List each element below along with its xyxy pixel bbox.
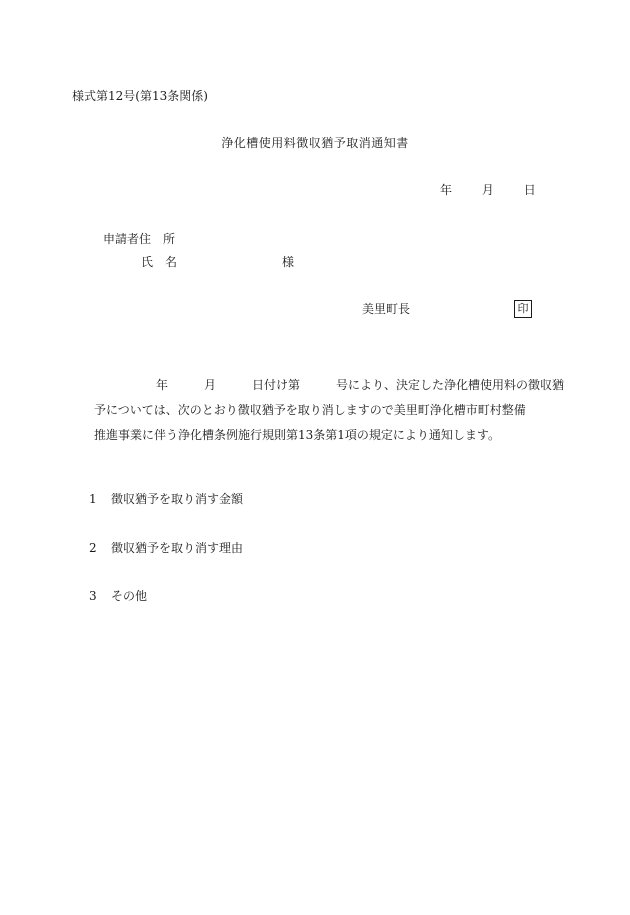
list-item-label: 徴収猶予を取り消す理由 (111, 541, 244, 555)
applicant-address-label: 申請者住 所 (103, 232, 176, 246)
list-item (89, 589, 147, 604)
list-item (89, 492, 243, 507)
issuer-name: 美里町長 (362, 302, 411, 316)
body-paragraph (94, 373, 565, 448)
body-line-3: 推進事業に伴う浄化槽条例施行規則第13条第1項の規定により通知します。 (94, 428, 500, 442)
date-line (440, 183, 536, 198)
list-item-number: 1 (89, 492, 97, 506)
date-day-label: 日 (523, 183, 536, 197)
form-number: 様式第12号(第13条関係) (72, 89, 208, 103)
list-item-number: 2 (89, 541, 97, 555)
body-line-1: 年 月 日付け第 号により、決定した浄化槽使用料の徴収猶 (156, 378, 565, 392)
list-item-label: その他 (111, 589, 148, 603)
list-item (89, 541, 243, 556)
document-title: 浄化槽使用料徴収猶予取消通知書 (221, 136, 409, 150)
body-line-2: 予については、次のとおり徴収猶予を取り消しますので美里町浄化槽市町村整備 (94, 403, 526, 417)
honorific: 様 (282, 255, 295, 269)
seal-mark: 印 (514, 300, 532, 318)
list-item-number: 3 (89, 589, 97, 603)
date-month-label: 月 (481, 183, 494, 197)
list-item-label: 徴収猶予を取り消す金額 (111, 492, 244, 506)
applicant-name-label: 氏 名 (141, 255, 178, 269)
date-year-label: 年 (440, 183, 453, 197)
